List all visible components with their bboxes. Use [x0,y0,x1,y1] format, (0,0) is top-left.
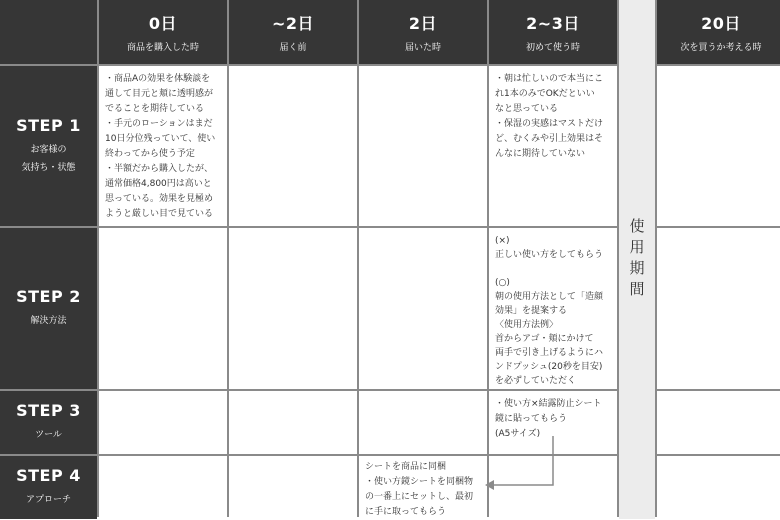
cell-step2-day0 [99,228,227,389]
column-header-sub: 次を買うか考える時 [680,43,762,53]
cell-step4-day2-3 [489,456,617,519]
cell-text [359,456,487,520]
cell-line: 効果」を提案する [495,306,568,316]
step2-header [0,228,97,389]
step-subtitle-line: お客様の [30,144,67,155]
column-header-main: 0日 [148,14,178,33]
step4-header [0,456,97,519]
step3-header [0,391,97,454]
cell-step2-before-2days [229,228,357,389]
cell-blank-line [495,262,611,276]
column-header-main: 2~3日 [526,14,580,33]
step1-header [0,66,97,226]
column-header-main: ~2日 [271,14,315,33]
step-subtitle [21,141,75,177]
step-title: STEP 1 [16,115,81,135]
cell-step1-before-2days [229,66,357,226]
cell-line: 10日分位残っていて、使い [105,134,216,144]
step-title: STEP 4 [16,466,81,485]
step-subtitle-line: 気持ち・状態 [21,162,76,173]
step-subtitle: アプローチ [25,495,71,505]
column-header-sub: 初めて使う時 [525,43,580,53]
cell-line: 朝の使用方法として「造顔 [495,292,604,302]
column-header-day20 [657,0,780,64]
cell-line: の一番上にセットし、最初 [365,492,474,502]
column-header-day2 [359,0,487,64]
cell-step3-day2-3 [489,391,617,454]
cell-line: 両手で引き上げるようにハ [495,348,604,358]
cell-line: ・使い方鏡シートを同梱物 [365,477,474,487]
cell-step1-day0 [99,66,227,226]
cell-step3-before-2days [229,391,357,454]
cell-text [489,66,617,162]
cell-step1-day2-3 [489,66,617,226]
column-header-day2-3 [489,0,617,64]
cell-step3-day2 [359,391,487,454]
cell-line: 首からアゴ・頬にかけて [495,334,594,344]
usage-period-label: 使用期間 [627,217,646,302]
cell-line: に手に取ってもらう [365,507,447,517]
cell-line: ・使い方×結露防止シート [495,399,602,409]
column-header-sub: 届く前 [279,43,307,53]
cell-line: 終わってから使う予定 [105,149,195,159]
cell-step3-day0 [99,391,227,454]
column-header-day0 [99,0,227,64]
cell-line: (×) [495,236,510,246]
cell-step4-before-2days [229,456,357,519]
cell-line: んなに期待していない [495,149,586,159]
step-subtitle: 解決方法 [30,316,67,326]
cell-line: シートを商品に同梱 [365,462,447,472]
cell-line: 鏡に貼ってもらう [495,414,568,424]
cell-line: 通常価格4,800円は高いと [105,179,212,189]
cell-line: 思っている。効果を見極め [105,194,214,204]
cell-line: ようと厳しい目で見ている [105,209,214,219]
cell-line: を必ずしていただく [495,376,577,386]
cell-step4-day0 [99,456,227,519]
cell-line: (A5サイズ) [495,429,541,439]
column-header-before-2days [229,0,357,64]
cell-line: でることを期待している [105,104,205,114]
cell-step2-day20 [657,228,780,389]
cell-line: ・半額だから購入したが、 [105,164,214,174]
cell-line: れ1本のみでOKだといい [495,89,595,99]
cell-line: ンドプッシュ(20秒を目安) [495,362,603,372]
corner-cell [0,0,97,64]
column-header-main: 20日 [701,14,741,33]
cell-text [99,66,227,222]
cell-line: ・手元のローションはまだ [105,119,213,129]
cell-step4-day2 [359,456,487,519]
cell-step1-day20 [657,66,780,226]
cell-line: ・保湿の実感はマストだけ [495,119,604,129]
step-title: STEP 3 [16,401,81,420]
step-title: STEP 2 [16,287,81,306]
cell-line: ・商品Aの効果を体験談を [105,74,211,84]
cell-line: 通して目元と頬に透明感が [105,89,214,99]
column-header-sub: 商品を購入した時 [126,43,199,53]
cell-line: 正しい使い方をしてもらう [495,250,604,260]
column-header-main: 2日 [408,14,438,33]
cell-line: ・朝は忙しいので本当にこ [495,74,604,84]
cell-text [489,228,617,388]
cell-step2-day2 [359,228,487,389]
usage-period-band [619,0,655,519]
cell-text [489,391,617,442]
cell-step1-day2 [359,66,487,226]
cell-line: なと思っている [495,104,559,114]
cell-step3-day20 [657,391,780,454]
cell-line: 〈使用方法例〉 [495,320,559,330]
step-subtitle: ツール [35,430,62,440]
cell-step2-day2-3 [489,228,617,389]
cell-line: ど、むくみや引上効果はそ [495,134,604,144]
cell-line: (○) [495,278,510,288]
column-header-sub: 届いた時 [404,43,441,53]
cell-step4-day20 [657,456,780,519]
